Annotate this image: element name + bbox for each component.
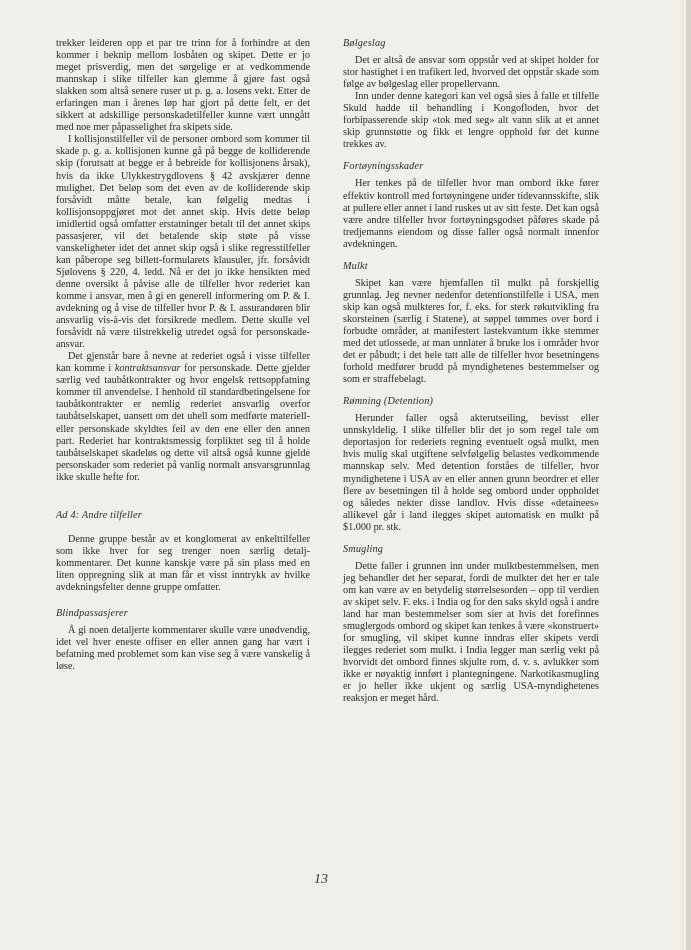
paragraph [56, 351, 310, 484]
right-column [343, 38, 599, 705]
section-heading: Blindpassasjerer [56, 608, 128, 620]
paragraph: Herunder faller også akterutseiling, bevisst eller unnskyldelig. I slike tilfeller blir det jo som regel tale om deportasjon for rederiets regning eventuelt også mulkt, men hvis mulig skal utgiftene selvfølgelig belastes vedkommende mannskap selv. Med detention forståes de tilfeller, hvor myndighetene i USA av en eller annen grunn beordrer et eller flere av besetningen til å holde seg ombord under oppholdet og således nekter disse landlov. Hvis disse «detainees» allikevel går i land ilegges skipet automatisk en mulkt på $1.000 pr. stk. [343, 413, 599, 533]
section-heading: Fortøyningsskader [343, 161, 424, 173]
page-number: 13 [314, 872, 328, 887]
left-column [56, 38, 310, 673]
section-heading: Smugling [343, 543, 384, 555]
paragraph: Her tenkes på de tilfeller hvor man ombord ikke fører effektiv kontroll med fortøyningene under tidevannsskifte, slik at pullere eller annet i land ruskes ut av sitt feste. Det kan også være andre tilfeller hvor fortøyningsgodset påføres skade på tredjemanns eiendom og disse faller også normalt innenfor avdekningen. [343, 178, 599, 250]
section-heading: Ad 4: Andre tilfeller [56, 509, 142, 521]
page-edge-line [682, 0, 683, 950]
section-heading: Mulkt [343, 260, 368, 272]
paragraph: Denne gruppe består av et konglomerat av enkelttilfeller som ikke hver for seg trenger noen særlig detalj-kommentarer. Det kunne kanskje være på sin plass med en liten oppregning slik at man får et visst inntrykk av hvilke avdekningsfelter denne gruppe omfatter. [56, 533, 310, 593]
paragraph: Dette faller i grunnen inn under mulktbestemmelsen, men jeg behandler det her separat, fordi de mulkter det her er tale om kan være av en betydelig størrelsesorden – opp til verdien av skipet selv. F. eks. i India og for den saks skyld også i andre land har man bestemmelser som sier at hvis det forefinnes smuglergods ombord og skipet kan tenkes å være «konstruert» for smugling, vil skipet kunne inndras eller skipets verdi ilegges rederiet som mulkt. i India legger man særlig vekt på hvorvidt det ombord finnes skjulte rom, d. v. s. avlukker som ikke er nøyaktig innført i plantegningene. Narkotikasmugling er jo heller ikke ukjent og særlig USA-myndighetenes reaksjon er meget hård. [343, 560, 599, 705]
paragraph: trekker leideren opp et par tre trinn for å forhindre at den kommer i beknip mellom losbåten og skipet. Dette er jo meget prisverdig, men det sørgelige er at vedkommende mannskap i slike tilfeller kan glemme å gjøre fast også slakken som altså senere ruser ut p. g. a. losens vekt. Etter de erfaringen man i årenes løp har gjort på dette felt, er det sikkert at adskillige personskadetilfeller kunne vært unngått med noe mer påpasselighet fra skipets side. [56, 38, 310, 134]
page-edge [686, 0, 691, 950]
paragraph: Å gi noen detaljerte kommentarer skulle være unødvendig, idet vel hver eneste offiser en eller annen gang har vært i befatning med problemet som kan vise seg å være vanskelig å løse. [56, 625, 310, 673]
text-run: for personskade. Dette gjelder særlig ved taubåtkontrakter og hvor engelsk rettsoppfatning kommer til anvendelse. I henhold til standardbetingelsene for taubåtkontrakter er nemlig rederiet ansvarlig overfor taubåtselskapet, uansett om det uhell som medførte materiell- eller personskade skyldtes feil av den ene eller den annen part. Rederiet har kontraktsmessig forpliktet seg til å holde taubåtselskapet skadeløs og dette vil altså også kunne gjelde personskader som rederiet på vanlig normalt ansvarsgrunnlag ikke skulle hefte for. [56, 363, 310, 483]
text-run: Det gjenstår bare å nevne at rederiet også i visse tilfeller kan komme i [56, 351, 310, 375]
paragraph: I kollisjonstilfeller vil de personer ombord som kommer til skade p. g. a. kollisjonen kunne gå på begge de kolliderende skip (forutsatt at begge er å bebreide for kollisjonens årsak), hvis da ikke Ulykkestrygdlovens § 42 avskjærer denne mulighet. Det beløp som det even av de kolliderende skip forsåvidt måtte betale, kan følgelig medtas i kollisjonsoppgjøret mot det annet skip. Hvis dette beløp imidlertid også omfatter erstatninger betalt til det annet skips passasjerer, vil det betalende skip støte på visse vanskeligheter idet det annet skip også i slike regresstilfeller kan påberope seg billett-formularets klausuler, jfr. forsåvidt Sjølovens § 220, 4. ledd. Nå er det jo ikke hensikten med denne oversikt å påvise alle de tilfeller hvor rederiet kan komme i ansvar, men å gi en generell informering om P. & I. avdekning og å vise de tilfeller hvor P. & I. assurandøren blir ansvarlig vis-à-vis det forsikrede medlem. Dette skulle vel forsåvidt nå være tilstrekkelig utredet også for personskade-ansvar. [56, 134, 310, 351]
section-heading: Bølgeslag [343, 38, 386, 49]
paragraph: Det er altså de ansvar som oppstår ved at skipet holder for stor hastighet i en trafikert led, hvorved det oppstår skade som følge av bølgeslag eller propellervann. [343, 55, 599, 91]
section-heading: Rømning (Detention) [343, 396, 434, 408]
emphasis-text: kontraktsansvar [114, 363, 181, 375]
paragraph: Skipet kan være hjemfallen til mulkt på forskjellig grunnlag. Jeg nevner nedenfor detentionstilfelle i USA, men skip kan også mulkteres for, f. eks. for sterk røkutvikling fra skorsteinen (særlig i Statene), at søppel tømmes over bord i forbudte områder, at manifestert lastekvantum ikke stemmer med det utlossede, at man unnlater å bruke los i områder hvor det er påbudt; i det hele tatt alle de tilfeller hvor besetningens forhold medfører brudd på myndighetenes bestemmelser og som er straffebelagt. [343, 277, 599, 386]
paragraph: Inn under denne kategori kan vel også sies å falle et tilfelle Skuld hadde til behandling i Kongofloden, hvor det forbipasserende skip «tok med seg» alt vann slik at et annet skip grunnstøtte og fikk et lengre opphold før det kunne trekkes av. [343, 91, 599, 151]
